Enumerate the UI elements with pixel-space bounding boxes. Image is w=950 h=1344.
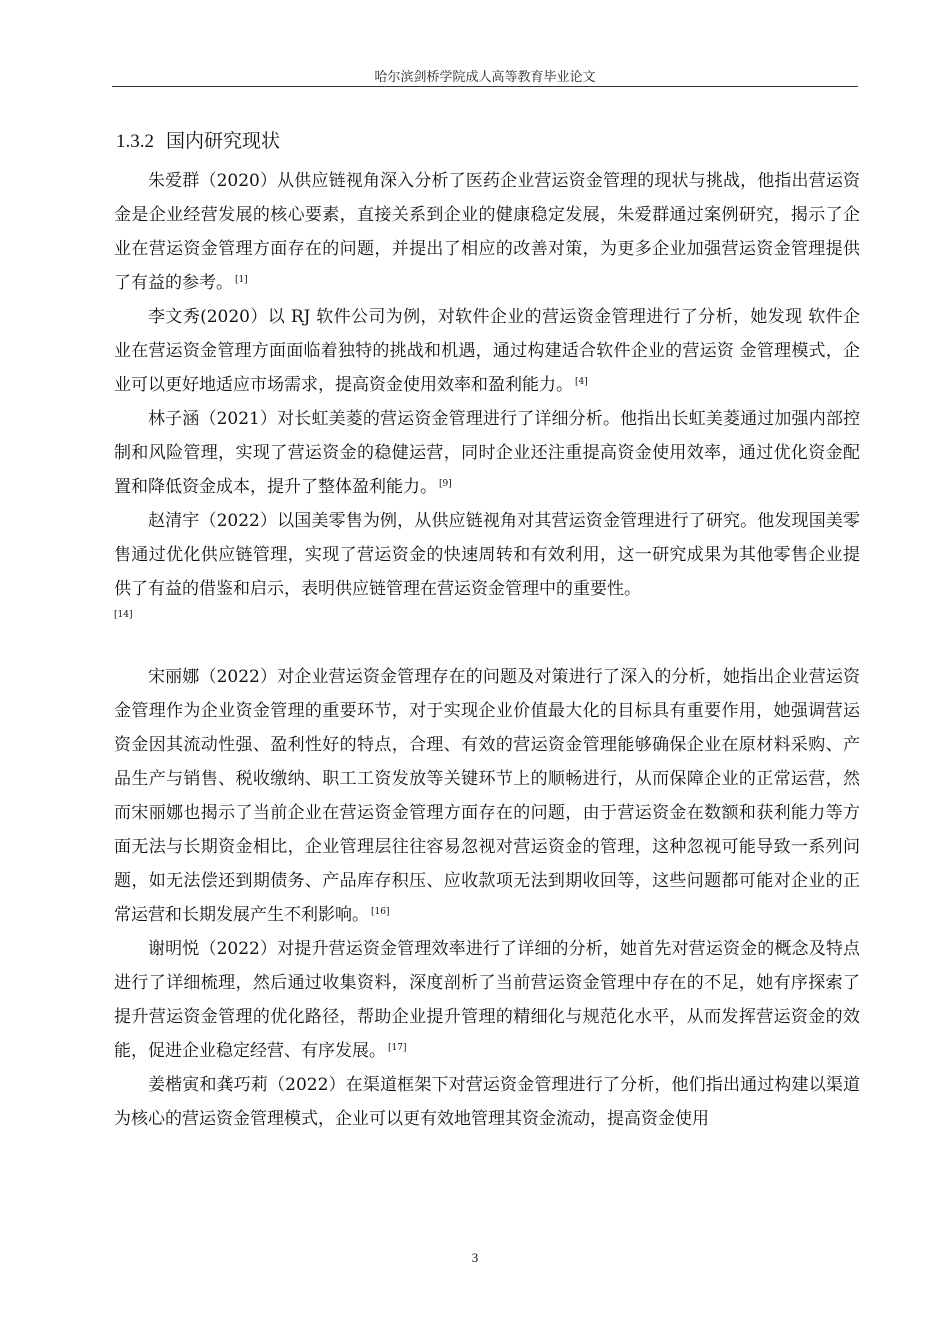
running-header: 哈尔滨剑桥学院成人高等教育毕业论文: [374, 70, 596, 85]
paragraph: [114, 164, 860, 300]
section-number: 1.3.2: [116, 131, 154, 152]
section-title: 国内研究现状: [166, 130, 281, 152]
paragraph: [114, 300, 860, 402]
section-heading: [116, 126, 280, 153]
paragraph-text: 林子涵（2021）对长虹美菱的营运资金管理进行了详细分析。他指出长虹美菱通过加强内部控制和风险管理，实现了营运资金的稳健运营，同时企业还注重提高资金使用效率，通过优化资金配置和降低资金成本，提升了整体盈利能力。: [114, 409, 860, 497]
paragraph: [114, 402, 860, 504]
paragraph: [114, 932, 860, 1068]
citation: [17]: [388, 1043, 407, 1053]
paragraph: [114, 504, 860, 606]
paragraph-text: 李文秀(2020）以 RJ 软件公司为例，对软件企业的营运资金管理进行了分析，她发现 软件企业在营运资金管理方面面临着独特的挑战和机遇，通过构建适合软件企业的营运资 金管理模式，企业可以更好地适应市场需求，提高资金使用效率和盈利能力。: [114, 307, 860, 395]
citation: [14]: [114, 610, 133, 620]
paragraph-text: 谢明悦（2022）对提升营运资金管理效率进行了详细的分析，她首先对营运资金的概念及特点进行了详细梳理，然后通过收集资料，深度剖析了当前营运资金管理中存在的不足，她有序探索了提升营运资金管理的优化路径，帮助企业提升管理的精细化与规范化水平，从而发挥营运资金的效能，促进企业稳定经营、有序发展。: [114, 939, 860, 1061]
paragraph: [114, 660, 860, 932]
paragraph: [114, 1068, 860, 1136]
paragraph-text: 赵清宇（2022）以国美零售为例，从供应链视角对其营运资金管理进行了研究。他发现国美零售通过优化供应链管理，实现了营运资金的快速周转和有效利用，这一研究成果为其他零售企业提供了有益的借鉴和启示，表明供应链管理在营运资金管理中的重要性。: [114, 511, 860, 599]
paragraph-text: 姜楷寅和龚巧莉（2022）在渠道框架下对营运资金管理进行了分析，他们指出通过构建以渠道为核心的营运资金管理模式，企业可以更有效地管理其资金流动，提高资金使用: [114, 1075, 860, 1129]
citation: [16]: [371, 907, 390, 917]
paragraph-text: 朱爱群（2020）从供应链视角深入分析了医药企业营运资金管理的现状与挑战，他指出营运资金是企业经营发展的核心要素，直接关系到企业的健康稳定发展，朱爱群通过案例研究，揭示了企业在营运资金管理方面存在的问题，并提出了相应的改善对策，为更多企业加强营运资金管理提供了有益的参考。: [114, 171, 860, 293]
citation: [9]: [439, 479, 452, 489]
header-rule: [112, 86, 858, 87]
body-text: [114, 164, 860, 1136]
citation: [1]: [235, 275, 248, 285]
page-number: 3: [471, 1250, 479, 1265]
citation: [4]: [575, 377, 588, 387]
paragraph-text: 宋丽娜（2022）对企业营运资金管理存在的问题及对策进行了深入的分析，她指出企业营运资金管理作为企业资金管理的重要环节，对于实现企业价值最大化的目标具有重要作用，她强调营运资金因其流动性强、盈利性好的特点，合理、有效的营运资金管理能够确保企业在原材料采购、产品生产与销售、税收缴纳、职工工资发放等关键环节上的顺畅进行，从而保障企业的正常运营，然而宋丽娜也揭示了当前企业在营运资金管理方面存在的问题，由于营运资金在数额和获利能力等方面无法与长期资金相比，企业管理层往往容易忽视对营运资金的管理，这种忽视可能导致一系列问题，如无法偿还到期债务、产品库存积压、应收款项无法到期收回等，这些问题都可能对企业的正常运营和长期发展产生不利影响。: [114, 667, 860, 925]
